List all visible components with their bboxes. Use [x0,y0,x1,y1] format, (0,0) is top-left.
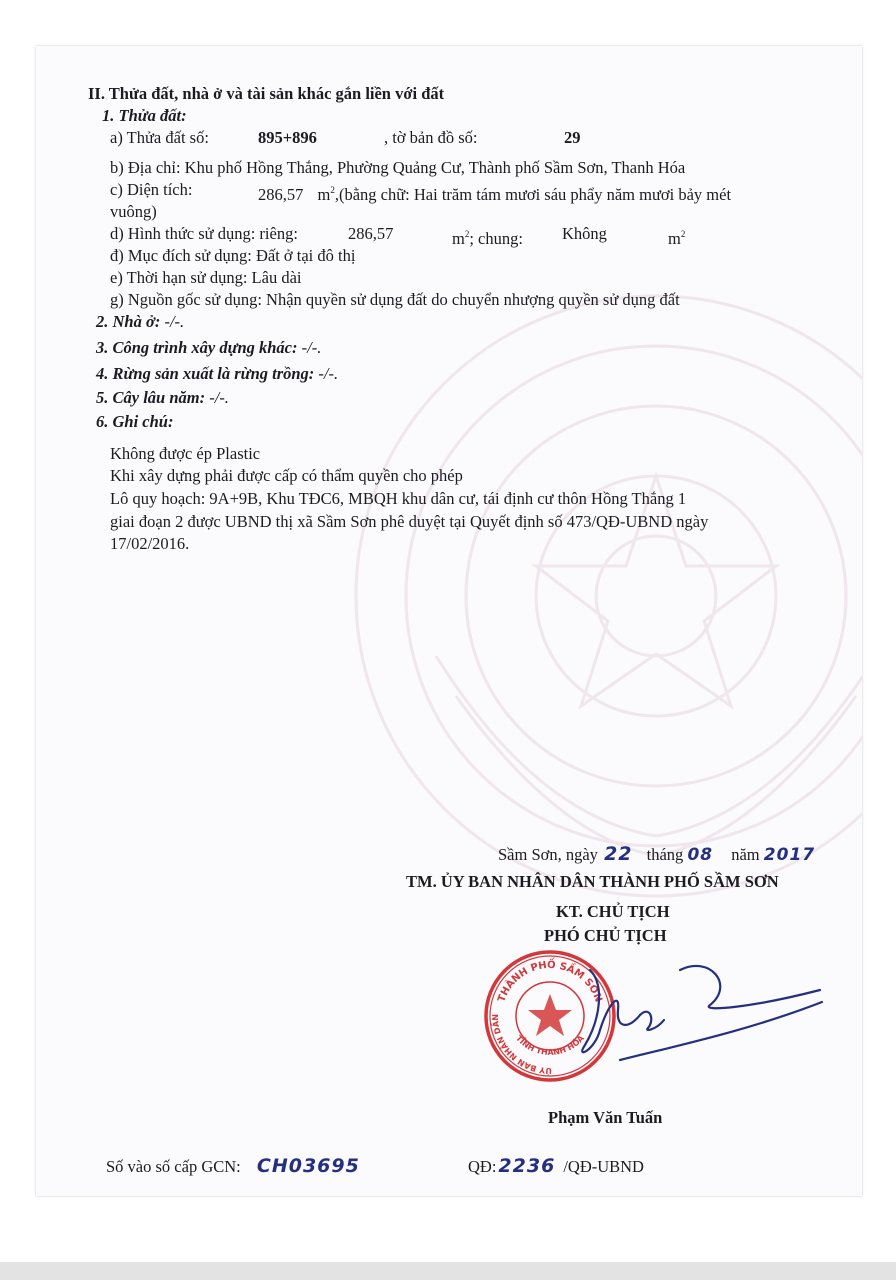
construction-heading: 3. Công trình xây dựng khác: [96,338,298,357]
seal-bottom-text: TỈNH THANH HÓA [514,1033,586,1057]
qd-label: QĐ: [468,1157,497,1176]
gcn-row [106,1156,360,1177]
usage-shared-value: Không [562,224,607,243]
signature-mark [560,950,830,1080]
usage-unit2-m: m [668,229,681,248]
usage-shared-label: ; chung: [469,229,523,248]
note-line: giai đoạn 2 được UBND thị xã Sầm Sơn phê duyệt tại Quyết định số 473/QĐ-UBND ngày [110,512,709,531]
land-number-row [110,128,209,148]
usage-private-value: 286,57 [348,224,394,243]
usage-form-label: d) Hình thức sử dụng: riêng: [110,224,298,243]
signing-date [498,844,815,865]
usage-origin: g) Nguồn gốc sử dụng: Nhận quyền sử dụng đất do chuyển nhượng quyền sử dụng đất [110,290,680,309]
section-title: II. Thửa đất, nhà ở và tài sản khác gắn liền với đất [88,84,445,103]
gcn-value: CH03695 [256,1155,360,1177]
area-unit-exp: 2 [330,185,335,195]
usage-purpose: đ) Mục đích sử dụng: Đất ở tại đô thị [110,246,356,265]
construction-row [96,338,321,358]
usage-shared-unit [668,224,685,249]
signing-month-label: tháng [646,845,684,864]
signer-name: Phạm Văn Tuấn [548,1108,663,1127]
usage-unit-exp: 2 [464,229,470,239]
perennial-value: -/-. [205,388,229,407]
bottom-bar [0,1262,896,1280]
address-line: b) Địa chỉ: Khu phố Hồng Thắng, Phường Quảng Cư, Thành phố Sầm Sơn, Thanh Hóa [110,158,686,177]
forest-row [96,364,338,384]
area-value-row [258,180,731,205]
note-line: Khi xây dựng phải được cấp có thẩm quyền cho phép [110,466,463,485]
house-heading: 2. Nhà ở: [96,312,161,331]
note-line: Không được ép Plastic [110,444,261,463]
forest-heading: 4. Rừng sản xuất là rừng trồng: [96,364,315,383]
perennial-row [96,388,229,408]
signing-year-label: năm [731,845,760,864]
notes-heading: 6. Ghi chú: [96,412,174,431]
map-sheet-value: 29 [564,128,581,147]
note-line: 17/02/2016. [110,534,190,553]
signing-month: 08 [687,845,714,865]
map-sheet-label: , tờ bản đồ số: [384,128,478,147]
forest-value: -/-. [314,364,339,383]
house-row [96,312,184,332]
seal-top-text: THÀNH PHỐ SẦM SƠN [496,959,604,1004]
qd-row [468,1156,644,1177]
note-line: Lô quy hoạch: 9A+9B, Khu TĐC6, MBQH khu dân cư, tái định cư thôn Hồng Thắng 1 [110,489,687,508]
signing-place: Sầm Sơn, ngày [498,845,598,864]
signing-authority: TM. ỦY BAN NHÂN DÂN THÀNH PHỐ SẦM SƠN [406,872,779,891]
area-unit-m: m [317,185,331,204]
area-value: 286,57 [258,185,304,204]
area-in-words-cont: vuông) [110,202,157,221]
usage-duration: e) Thời hạn sử dụng: Lâu dài [110,268,302,287]
signing-role-1: KT. CHỦ TỊCH [556,902,670,921]
seal-left-text: ỦY BAN NHÂN DÂN [490,1013,553,1076]
land-number-label: a) Thửa đất số: [110,128,209,147]
perennial-heading: 5. Cây lâu năm: [96,388,206,407]
qd-suffix: /QĐ-UBND [563,1157,644,1176]
signing-year: 2017 [763,845,816,865]
land-heading: 1. Thửa đất: [102,106,187,125]
usage-unit-m: m [452,229,465,248]
emblem-watermark [336,276,862,916]
usage-unit2-exp: 2 [680,229,686,239]
qd-value: 2236 [498,1155,556,1177]
signing-role-2: PHÓ CHỦ TỊCH [544,926,667,945]
land-number-value: 895+896 [258,128,317,147]
construction-value: -/-. [297,338,322,357]
house-value: -/-. [160,312,185,331]
gcn-label: Số vào số cấp GCN: [106,1157,241,1176]
usage-private-unit [452,224,523,249]
area-in-words: ,(bằng chữ: Hai trăm tám mươi sáu phẩy năm mươi bảy mét [334,185,732,204]
area-label: c) Diện tích: [110,180,193,199]
area-unit [318,185,335,204]
signing-day: 22 [604,843,633,865]
